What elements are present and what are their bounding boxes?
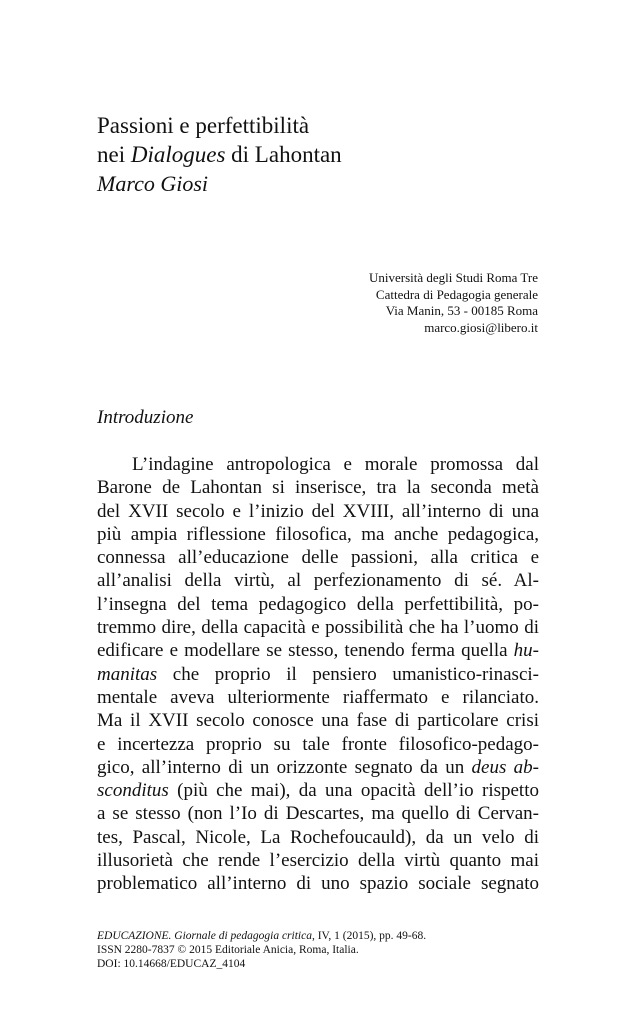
body-text-segment: L’indagine antropologica e morale promossa dal — [132, 454, 539, 475]
body-line — [97, 593, 539, 616]
body-text-segment: Ma il XVII secolo conosce una fase di particolare crisi — [97, 710, 539, 732]
body-italic-text: hu- — [513, 640, 539, 662]
body-line — [97, 663, 539, 686]
body-line — [97, 779, 539, 802]
body-line — [97, 802, 539, 825]
body-text-segment: edificare e modellare se stesso, tenendo ferma quella — [97, 640, 514, 662]
body-text-segment: Barone de Lahontan si inserisce, tra la seconda metà — [97, 477, 539, 499]
affiliation-university: Università degli Studi Roma Tre — [369, 270, 538, 285]
body-text-segment: tremmo dire, della capacità e possibilità che ha l’uomo di — [97, 617, 539, 639]
body-line — [97, 872, 539, 895]
affiliation-department: Cattedra di Pedagogia generale — [375, 286, 538, 302]
body-text-segment: illusorietà che rende l’esercizio della virtù quanto mai — [97, 850, 539, 872]
title-line-2-post: di Lahontan — [225, 142, 342, 167]
body-text-segment: l’insegna del tema pedagogico della perfettibilità, po- — [97, 593, 539, 615]
body-text-segment: problematico all’interno di uno spazio sociale segnato — [97, 873, 539, 895]
footer-journal-name: EDUCAZIONE. Giornale di pedagogia critica — [97, 930, 312, 942]
affiliation-email: marco.giosi@libero.it — [424, 319, 538, 335]
body-text-segment: che proprio il pensiero umanistico-rinasci- — [157, 663, 539, 685]
body-text-segment: più ampia riflessione filosofica, ma anche pedagogica, — [97, 523, 539, 545]
body-italic-text: deus ab- — [471, 756, 539, 778]
footer-journal-details: , IV, 1 (2015), pp. 49-68. — [311, 930, 427, 942]
author-affiliation — [369, 270, 538, 336]
body-text-segment: (più che mai), da una opacità dell’io rispetto — [168, 780, 539, 802]
article-title — [97, 111, 557, 169]
body-line — [97, 849, 539, 872]
body-line — [97, 476, 539, 499]
title-line-2 — [97, 140, 557, 169]
body-paragraph — [97, 453, 539, 896]
journal-footer — [97, 929, 426, 971]
body-line — [97, 639, 539, 662]
body-line — [97, 826, 539, 849]
body-text-segment: e incertezza proprio su tale fronte filosofico-pedago- — [97, 733, 539, 755]
footer-issn: ISSN 2280-7837 © 2015 Editoriale Anicia, Roma, Italia. — [97, 944, 359, 956]
body-italic-text: sconditus — [97, 780, 169, 802]
body-line — [97, 500, 539, 523]
section-heading: Introduzione — [97, 407, 194, 428]
body-text-segment: gico, all’interno di un orizzonte segnato da un — [97, 756, 472, 778]
body-line — [97, 756, 539, 779]
title-line-2-pre: nei — [97, 142, 131, 167]
body-line — [97, 569, 539, 592]
body-line — [97, 546, 539, 569]
footer-doi: DOI: 10.14668/EDUCAZ_4104 — [97, 958, 246, 970]
body-line — [97, 733, 539, 756]
body-line — [97, 709, 539, 732]
author-name: Marco Giosi — [97, 171, 209, 196]
body-text-segment: all’analisi della virtù, al perfezionamento di sé. Al- — [97, 570, 539, 592]
body-italic-text: manitas — [97, 663, 158, 685]
title-line-1: Passioni e perfettibilità — [97, 113, 310, 138]
body-line — [97, 453, 539, 476]
body-text-segment: mentale aveva ulteriormente riaffermato e rilanciato. — [97, 686, 539, 708]
footer-citation — [97, 929, 426, 943]
body-line — [97, 523, 539, 546]
body-text-segment: tes, Pascal, Nicole, La Rochefoucauld), da un velo di — [97, 826, 539, 848]
body-text-segment: del XVII secolo e l’inizio del XVIII, all’interno di una — [97, 500, 539, 522]
body-text-segment: a se stesso (non l’Io di Descartes, ma quello di Cervan- — [97, 803, 539, 825]
body-text-segment: connessa all’educazione delle passioni, alla critica e — [97, 547, 539, 569]
title-line-2-italic: Dialogues — [130, 142, 226, 167]
body-line — [97, 686, 539, 709]
body-line — [97, 616, 539, 639]
affiliation-address: Via Manin, 53 - 00185 Roma — [385, 303, 538, 318]
